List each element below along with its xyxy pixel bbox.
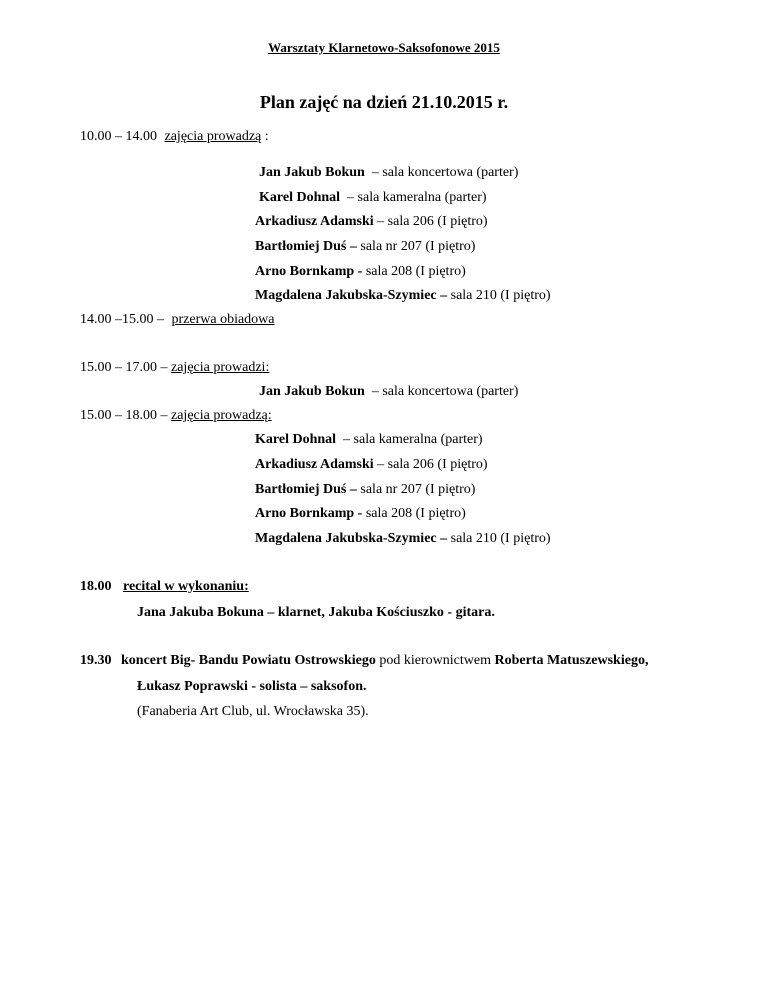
room-name: sala 206 (I piętro) xyxy=(387,457,488,472)
page-title: Plan zajęć na dzień 21.10.2015 r. xyxy=(259,92,509,112)
room-name: sala 210 (I piętro) xyxy=(450,288,551,303)
schedule-line xyxy=(80,652,648,670)
time-label: 19.30 xyxy=(80,653,112,668)
teacher-row xyxy=(255,431,483,449)
teacher-row xyxy=(255,238,475,256)
separator: – xyxy=(373,214,388,229)
room-name: sala 208 (I piętro) xyxy=(365,264,466,279)
room-name: sala koncertowa (parter) xyxy=(382,384,519,399)
room-name: sala nr 207 (I piętro) xyxy=(360,482,476,497)
venue-line: (Fanaberia Art Club, ul. Wrocławska 35). xyxy=(137,704,369,719)
teacher-name: Bartłomiej Duś – xyxy=(255,482,357,497)
separator: – xyxy=(336,432,354,447)
teacher-row xyxy=(255,481,475,499)
time-label: 18.00 xyxy=(80,579,112,594)
teacher-name: Magdalena Jakubska-Szymiec – xyxy=(255,531,448,546)
teacher-row xyxy=(259,164,518,182)
concert-text: pod kierownictwem xyxy=(375,653,495,668)
room-name: sala nr 207 (I piętro) xyxy=(360,239,476,254)
conductor-name: Roberta Matuszewskiego, xyxy=(494,653,649,668)
room-name: sala kameralna (parter) xyxy=(357,190,487,205)
performers-line: Jana Jakuba Bokuna – klarnet, Jakuba Kościuszko - gitara. xyxy=(137,605,495,620)
teacher-name: Magdalena Jakubska-Szymiec – xyxy=(255,288,448,303)
teacher-row xyxy=(259,383,518,401)
schedule-line xyxy=(80,578,249,596)
teacher-name: Arno Bornkamp - xyxy=(255,264,363,279)
soloist-line: Łukasz Poprawski - solista – saksofon. xyxy=(137,679,367,694)
document-header: Warsztaty Klarnetowo-Saksofonowe 2015 xyxy=(268,40,500,55)
session-label: zajęcia prowadzi: xyxy=(171,360,270,375)
teacher-row xyxy=(255,505,466,523)
teacher-name: Arkadiusz Adamski xyxy=(255,214,374,229)
teacher-name: Arkadiusz Adamski xyxy=(255,457,374,472)
schedule-line xyxy=(80,407,272,425)
teacher-name: Karel Dohnal xyxy=(259,190,341,205)
teacher-name: Bartłomiej Duś – xyxy=(255,239,357,254)
time-range: 15.00 – 18.00 – xyxy=(80,408,168,423)
room-name: sala 206 (I piętro) xyxy=(387,214,488,229)
time-range: 10.00 – 14.00 xyxy=(80,129,157,144)
separator: – xyxy=(364,384,383,399)
teacher-name: Arno Bornkamp - xyxy=(255,506,363,521)
teacher-row xyxy=(255,263,466,281)
teacher-row xyxy=(259,189,487,207)
room-name: sala 208 (I piętro) xyxy=(365,506,466,521)
teacher-row xyxy=(255,213,488,231)
teacher-name: Jan Jakub Bokun xyxy=(259,165,365,180)
time-range: 14.00 –15.00 – xyxy=(80,312,164,327)
break-label: przerwa obiadowa xyxy=(171,312,275,327)
room-name: sala 210 (I piętro) xyxy=(450,531,551,546)
teacher-row xyxy=(255,287,551,305)
label-suffix: : xyxy=(261,129,269,144)
room-name: sala koncertowa (parter) xyxy=(382,165,519,180)
teacher-name: Jan Jakub Bokun xyxy=(259,384,365,399)
session-label: zajęcia prowadzą: xyxy=(171,408,272,423)
teacher-name: Karel Dohnal xyxy=(255,432,337,447)
concert-title: koncert Big- Bandu Powiatu Ostrowskiego xyxy=(121,653,376,668)
room-name: sala kameralna (parter) xyxy=(353,432,483,447)
time-range: 15.00 – 17.00 – xyxy=(80,360,168,375)
teacher-row xyxy=(255,530,551,548)
separator: – xyxy=(373,457,388,472)
teacher-row xyxy=(255,456,488,474)
session-label: zajęcia prowadzą xyxy=(164,129,262,144)
schedule-line xyxy=(80,311,275,329)
schedule-line xyxy=(80,359,269,377)
separator: – xyxy=(340,190,358,205)
schedule-line xyxy=(80,128,269,146)
recital-label: recital w wykonaniu: xyxy=(123,579,249,594)
separator: – xyxy=(364,165,383,180)
